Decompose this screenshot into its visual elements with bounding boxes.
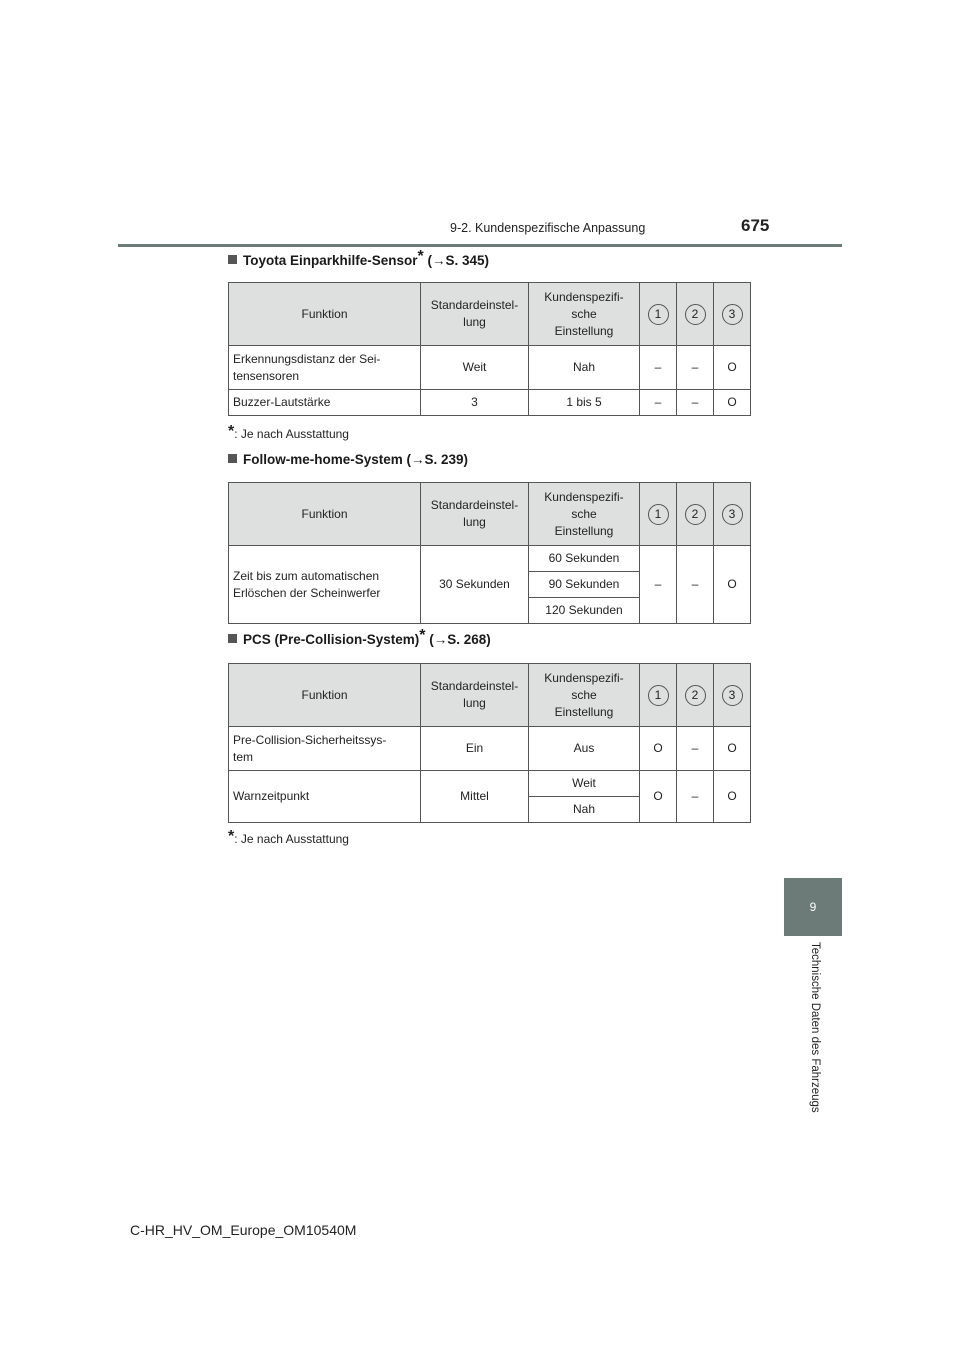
table-row: Warnzeitpunkt Mittel Weit O – O bbox=[229, 771, 751, 797]
settings-table-einparkhilfe bbox=[228, 282, 751, 416]
col-c1 bbox=[640, 283, 677, 346]
col-c2 bbox=[677, 664, 714, 727]
table-row: Zeit bis zum automatischen Erlöschen der Scheinwerfer 30 Sekunden 60 Sekunden – – O bbox=[229, 546, 751, 572]
table-row: Pre-Collision-Sicherheitssys- tem Ein Aus O – O bbox=[229, 727, 751, 771]
col-c1 bbox=[640, 664, 677, 727]
table-header-row bbox=[229, 483, 751, 546]
footnote: *: Je nach Ausstattung bbox=[228, 828, 349, 846]
settings-table-pcs bbox=[228, 663, 751, 823]
footnote: *: Je nach Ausstattung bbox=[228, 423, 349, 441]
page-reference[interactable]: (→S. 239) bbox=[402, 452, 469, 467]
table-row: Erkennungsdistanz der Sei- tensensoren Weit Nah – – O bbox=[229, 346, 751, 390]
col-c3 bbox=[714, 664, 751, 727]
circled-2-icon: 2 bbox=[685, 504, 706, 525]
circled-3-icon: 3 bbox=[722, 685, 743, 706]
col-custom: Kundenspezifi- sche Einstellung bbox=[529, 283, 640, 346]
circled-2-icon: 2 bbox=[685, 685, 706, 706]
col-c2 bbox=[677, 483, 714, 546]
col-default: Standardeinstel- lung bbox=[421, 283, 529, 346]
circled-3-icon: 3 bbox=[722, 504, 743, 525]
table-header-row bbox=[229, 283, 751, 346]
table-row: Nah bbox=[229, 797, 751, 823]
section-title-pcs: PCS (Pre-Collision-System)* (→S. 268) bbox=[228, 632, 491, 647]
circled-1-icon: 1 bbox=[648, 685, 669, 706]
col-default: Standardeinstel- lung bbox=[421, 664, 529, 727]
square-bullet-icon bbox=[228, 454, 237, 463]
circled-3-icon: 3 bbox=[722, 304, 743, 325]
chapter-label bbox=[801, 942, 821, 1142]
col-custom: Kundenspezifi- sche Einstellung bbox=[529, 664, 640, 727]
page-reference[interactable]: (→S. 268) bbox=[425, 632, 491, 647]
table-header-row bbox=[229, 664, 751, 727]
document-code: C-HR_HV_OM_Europe_OM10540M bbox=[130, 1222, 357, 1238]
col-c3 bbox=[714, 483, 751, 546]
page-number: 675 bbox=[741, 216, 770, 235]
header-divider bbox=[118, 244, 842, 247]
square-bullet-icon bbox=[228, 255, 237, 264]
table-row: 120 Sekunden bbox=[229, 598, 751, 624]
chapter-number: 9 bbox=[809, 900, 817, 914]
table-row: Buzzer-Lautstärke 3 1 bis 5 – – O bbox=[229, 390, 751, 416]
circled-2-icon: 2 bbox=[685, 304, 706, 325]
table-row: 90 Sekunden bbox=[229, 572, 751, 598]
square-bullet-icon bbox=[228, 634, 237, 643]
col-c1 bbox=[640, 483, 677, 546]
chapter-tab[interactable] bbox=[784, 878, 842, 936]
col-c3 bbox=[714, 283, 751, 346]
chapter-label-text: Technische Daten des Fahrzeugs bbox=[809, 942, 821, 1113]
settings-table-follow-me-home bbox=[228, 482, 751, 624]
page-reference[interactable]: (→S. 345) bbox=[423, 253, 490, 268]
running-header-section: 9-2. Kundenspezifische Anpassung bbox=[450, 221, 646, 235]
col-function: Funktion bbox=[229, 483, 421, 546]
section-title-follow-me-home: Follow-me-home-System (→S. 239) bbox=[228, 452, 468, 467]
col-function: Funktion bbox=[229, 283, 421, 346]
section-title-einparkhilfe: Toyota Einparkhilfe-Sensor* (→S. 345) bbox=[228, 253, 489, 268]
circled-1-icon: 1 bbox=[648, 304, 669, 325]
col-custom: Kundenspezifi- sche Einstellung bbox=[529, 483, 640, 546]
col-default: Standardeinstel- lung bbox=[421, 483, 529, 546]
circled-1-icon: 1 bbox=[648, 504, 669, 525]
col-c2 bbox=[677, 283, 714, 346]
col-function: Funktion bbox=[229, 664, 421, 727]
